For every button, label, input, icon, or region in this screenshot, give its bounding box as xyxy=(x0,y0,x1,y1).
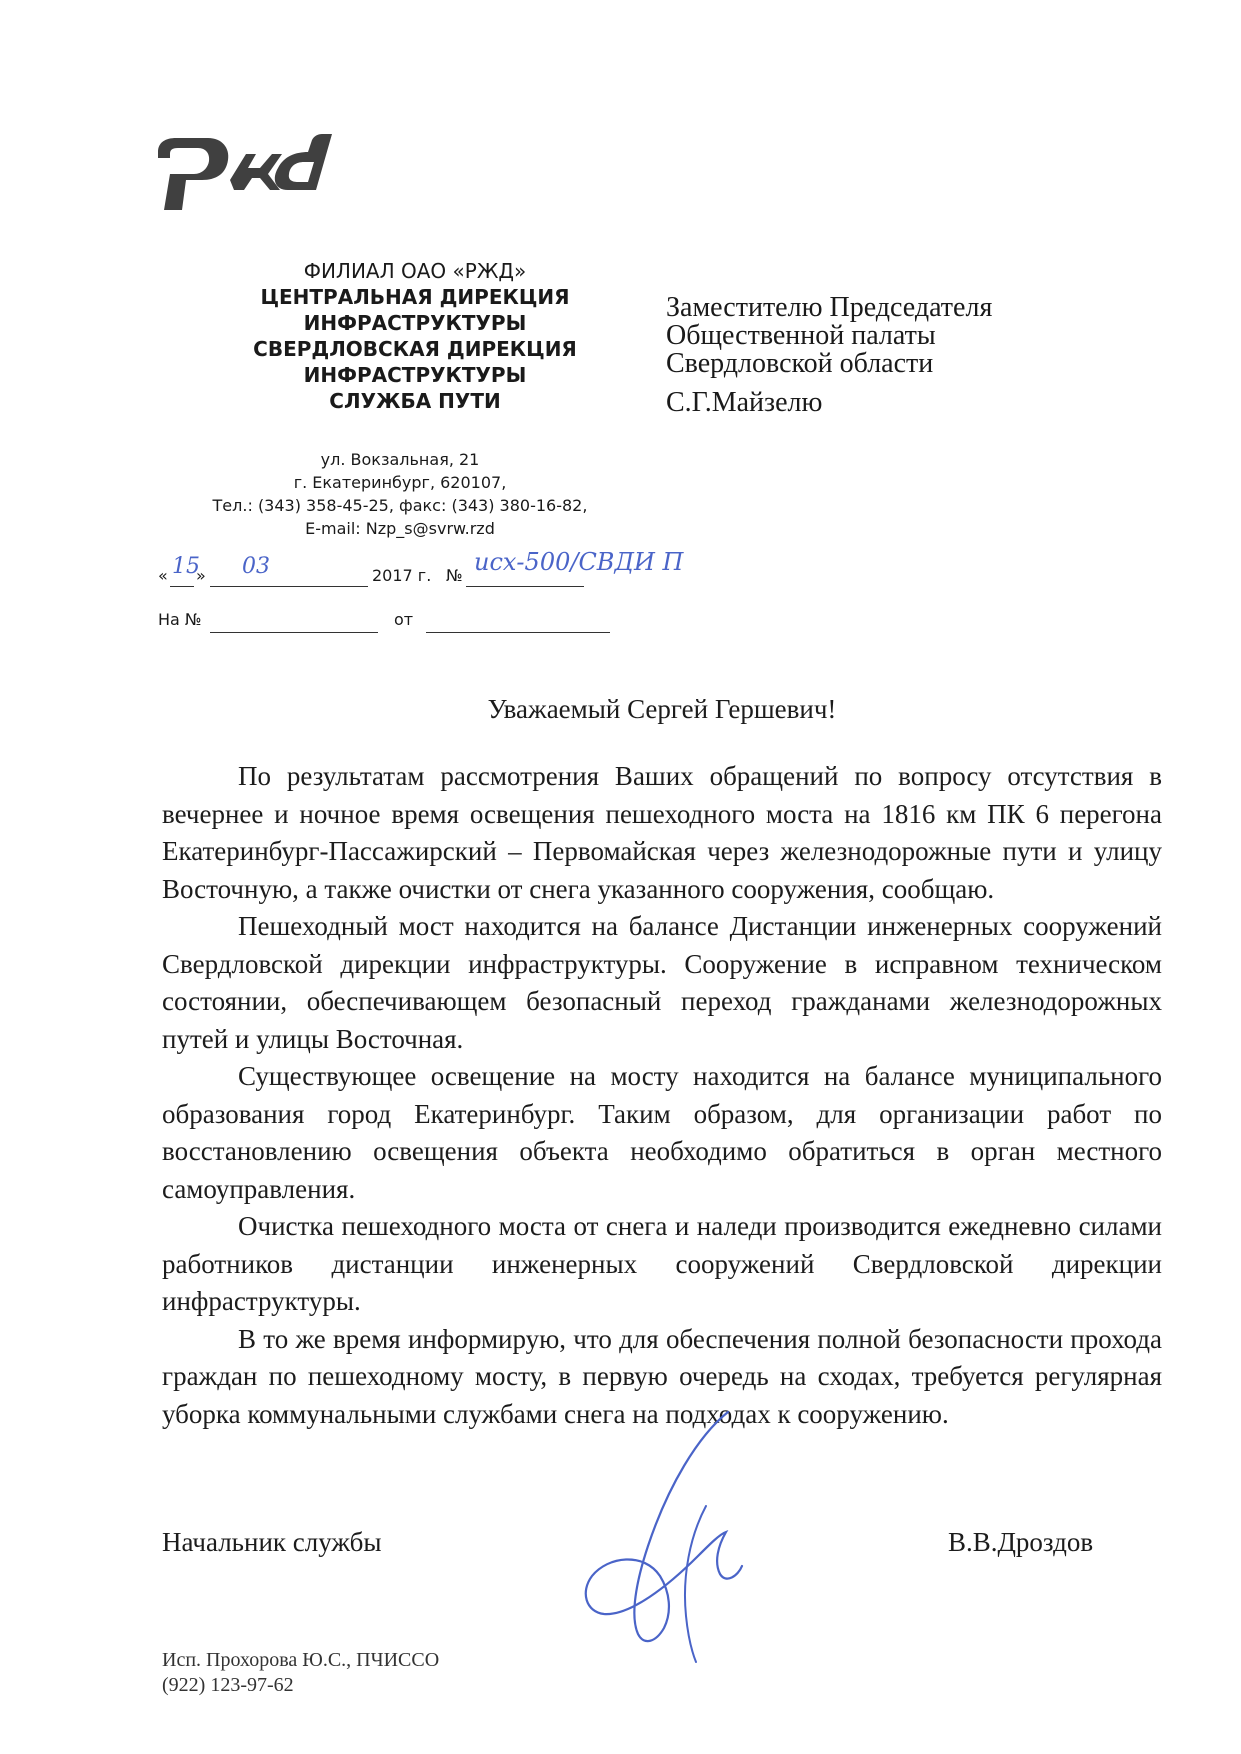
year-label: 2017 г. xyxy=(372,566,432,585)
number-handwritten: исх-500/СВДИ П xyxy=(474,548,684,576)
day-handwritten: 15 xyxy=(172,554,200,579)
paragraph: Пешеходный мост находится на балансе Дистанции инженерных сооружений Свердловской дирекции инфраструктуры. Сооружение в исправном техническом состоянии, обеспечивающем безопасный переход гражданами железнодорожных путей и улицы Восточная. xyxy=(162,911,1162,1054)
signatory-name: В.В.Дроздов xyxy=(948,1527,1094,1557)
number-label: № xyxy=(446,566,463,585)
executor-line: Исп. Прохорова Ю.С., ПЧИССО xyxy=(162,1649,440,1671)
reply-number-label: На № xyxy=(158,610,202,629)
organization-block xyxy=(225,258,605,414)
org-line: СВЕРДЛОВСКАЯ ДИРЕКЦИЯ xyxy=(253,337,577,361)
paragraph: В то же время информирую, что для обеспечения полной безопасности прохода граждан по пешеходному мосту, в первую очередь на сходах, требуется регулярная уборка коммунальными службами снега на подходах к сооружению. xyxy=(162,1323,1162,1429)
paragraph: По результатам рассмотрения Ваших обращений по вопросу отсутствия в вечернее и ночное время освещения пешеходного моста на 1816 км ПК 6 перегона Екатеринбург-Пассажирский – Первомайская через железнодорожные пути и улицу Восточную, а также очистки от снега указанного сооружения, сообщаю. xyxy=(162,761,1162,904)
address-block xyxy=(200,448,600,540)
quote-close: » xyxy=(196,566,206,585)
recipient-line: Свердловской области xyxy=(666,348,934,379)
reply-reference-line xyxy=(158,606,658,636)
month-underline xyxy=(210,564,368,587)
org-line: ИНФРАСТРУКТУРЫ xyxy=(303,311,527,335)
reply-from-label: от xyxy=(394,610,414,629)
reply-number-underline xyxy=(210,610,378,633)
paragraph: Очистка пешеходного моста от снега и наледи производится ежедневно силами работников дистанции инженерных сооружений Свердловской дирекции инфраструктуры. xyxy=(162,1211,1162,1316)
org-line: ФИЛИАЛ ОАО «РЖД» xyxy=(303,259,527,283)
rzd-logo xyxy=(156,134,336,214)
quote-open: « xyxy=(158,566,168,585)
recipient-name: С.Г.Майзелю xyxy=(666,387,823,418)
reply-date-underline xyxy=(426,610,610,633)
recipient-line: Заместителю Председателя xyxy=(666,292,993,323)
address-line: г. Екатеринбург, 620107, xyxy=(293,473,507,492)
letter-body xyxy=(162,694,1162,1433)
address-line: ул. Вокзальная, 21 xyxy=(320,450,480,469)
handwritten-signature xyxy=(578,1406,748,1666)
greeting: Уважаемый Сергей Гершевич! xyxy=(487,694,837,724)
address-line: Тел.: (343) 358-45-25, факс: (343) 380-16-82, xyxy=(212,496,588,515)
signatory-role: Начальник службы xyxy=(162,1527,382,1557)
recipient-block xyxy=(666,294,1206,417)
address-line: E-mail: Nzp_s@svrw.rzd xyxy=(305,519,495,538)
registration-line xyxy=(158,548,718,590)
org-line: СЛУЖБА ПУТИ xyxy=(329,389,501,413)
executor-block xyxy=(162,1648,439,1698)
recipient-line: Общественной палаты xyxy=(666,320,936,351)
month-handwritten: 03 xyxy=(242,554,270,579)
executor-phone: (922) 123-97-62 xyxy=(162,1674,294,1696)
org-line: ЦЕНТРАЛЬНАЯ ДИРЕКЦИЯ xyxy=(260,285,570,309)
paragraph: Существующее освещение на мосту находится на балансе муниципального образования город Екатеринбург. Таким образом, для организации работ по восстановлению освещения объекта необходимо обратиться в орган местного самоуправления. xyxy=(162,1061,1162,1204)
org-line: ИНФРАСТРУКТУРЫ xyxy=(303,363,527,387)
